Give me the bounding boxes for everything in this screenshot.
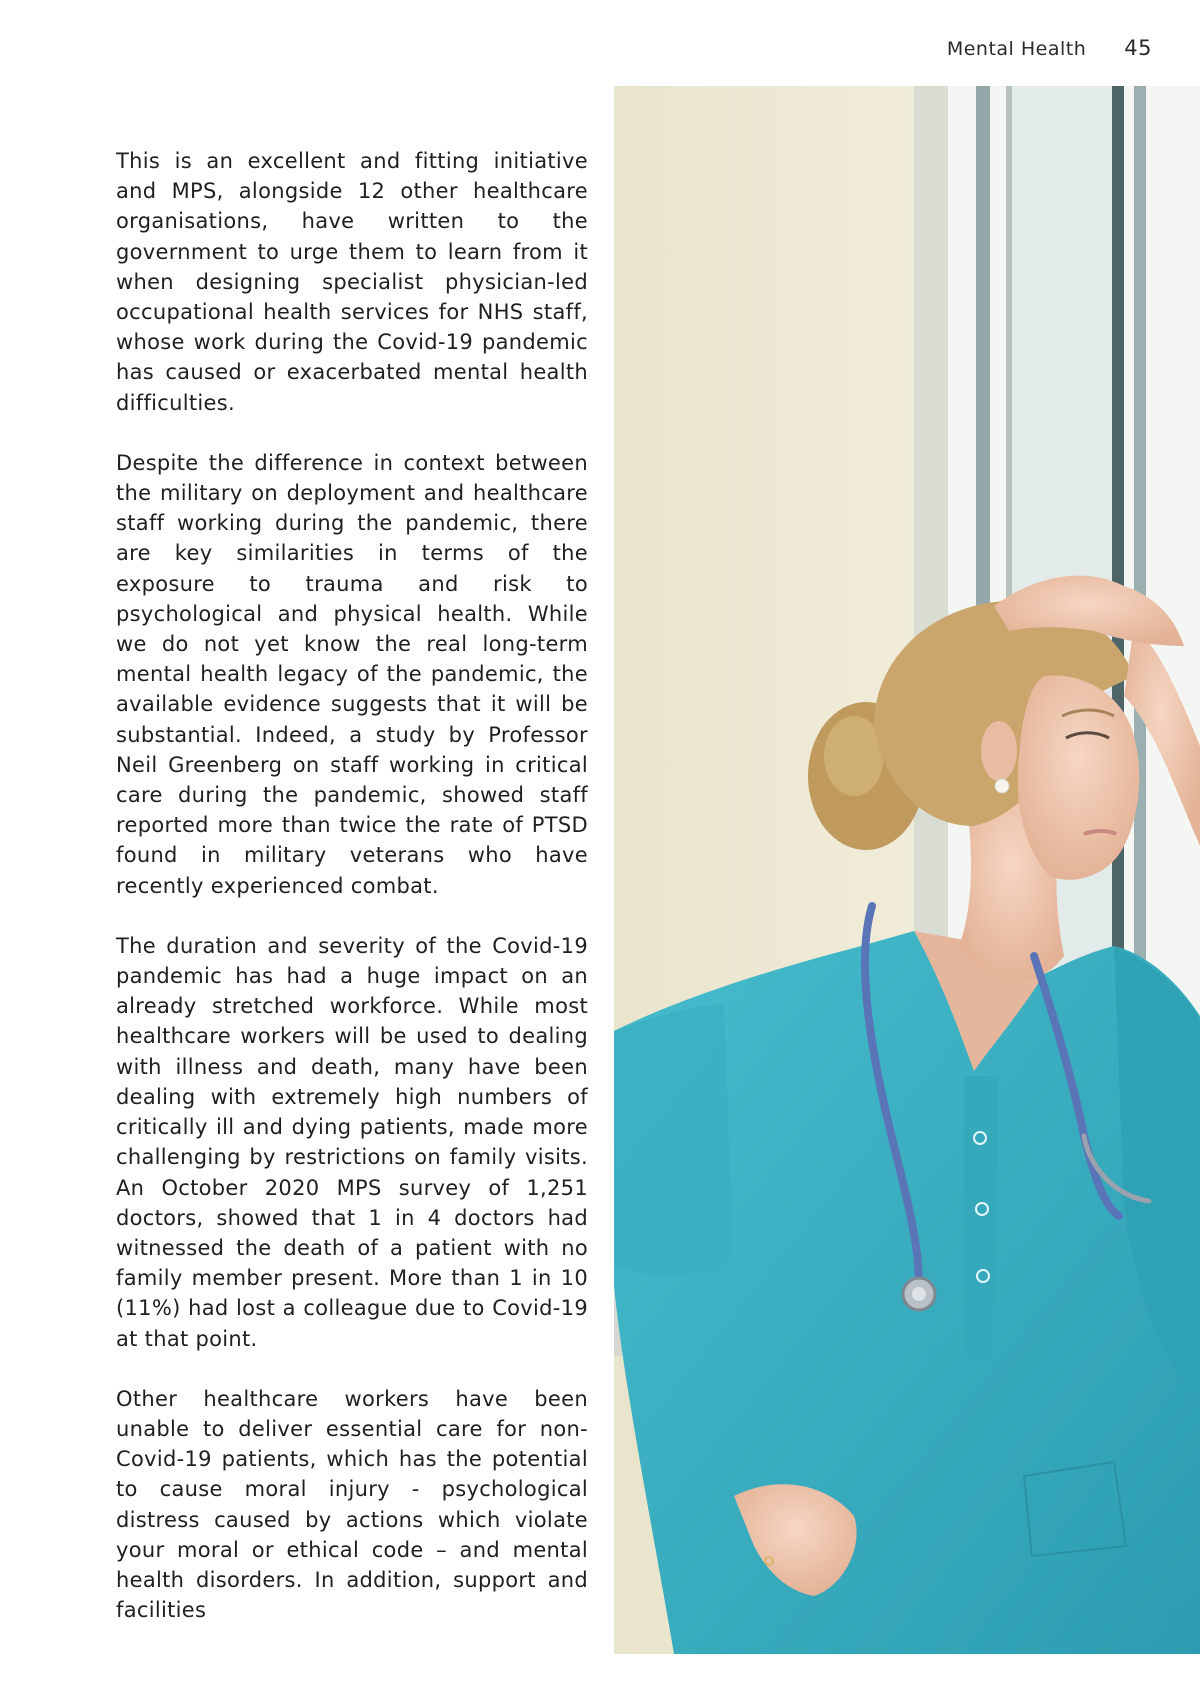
scrubs-placket — [964, 1076, 999, 1361]
stethoscope-chestpiece-inner — [912, 1287, 926, 1301]
paragraph-2: Despite the difference in context between the military on deployment and healthcare staff working during the pandemic, there are key similarities in terms of the exposure to trauma and risk to psychological and physical health. While we do not yet know the real long-term mental health legacy of the pandemic, the available evidence suggests that it will be substantial. Indeed, a study by Professor Neil Greenberg on staff working in critical care during the pandemic, showed staff reported more than twice the rate of PTSD found in military veterans who have recently experienced combat. — [116, 450, 588, 898]
paragraph-4: Other healthcare workers have been unable to deliver essential care for non-Covid-19 patients, which has the potential to cause moral injury - psychological distress caused by actions which violate your moral or ethical code – and mental health disorders. In addition, support and facilities — [116, 1386, 588, 1623]
page-number: 45 — [1124, 36, 1152, 60]
nurse-illustration — [614, 86, 1200, 1654]
article-body — [116, 146, 588, 1655]
left-sleeve — [614, 1004, 734, 1278]
paragraph-1: This is an excellent and fitting initiative and MPS, alongside 12 other healthcare organisations, have written to the government to urge them to learn from it when designing specialist physician-led occupational health services for NHS staff, whose work during the Covid-19 pandemic has caused or exacerbated mental health difficulties. — [116, 149, 588, 415]
pearl-earring — [995, 779, 1009, 793]
running-header — [947, 36, 1152, 60]
paragraph-3: The duration and severity of the Covid-19 pandemic has had a huge impact on an already stretched workforce. While most healthcare workers will be used to dealing with illness and death, many have been dealing with extremely high numbers of critically ill and dying patients, made more challenging by restrictions on family visits. An October 2020 MPS survey of 1,251 doctors, showed that 1 in 4 doctors had witnessed the death of a patient with no family member present. More than 1 in 10 (11%) had lost a colleague due to Covid-19 at that point. — [116, 933, 588, 1351]
nurse-photo — [614, 86, 1200, 1654]
section-title: Mental Health — [946, 38, 1087, 60]
ear — [981, 721, 1017, 781]
